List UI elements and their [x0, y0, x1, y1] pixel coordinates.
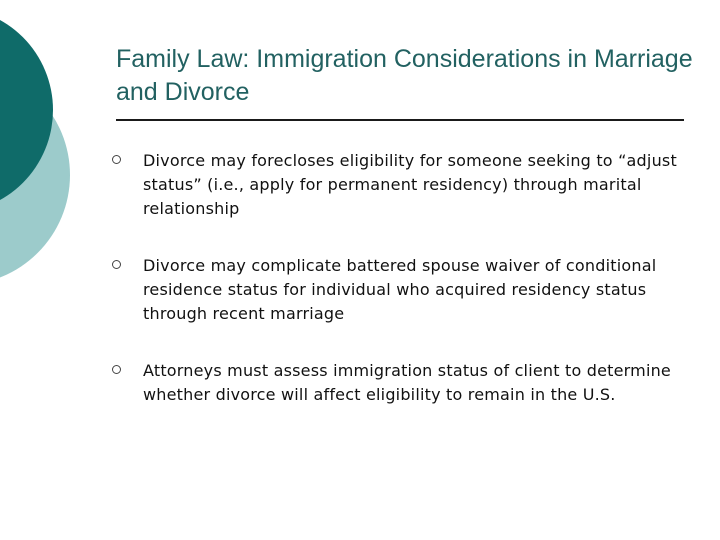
slide-title: Family Law: Immigration Considerations in Marriage and Divorce — [116, 45, 693, 106]
bullet-list — [112, 149, 692, 440]
bullet-item — [112, 359, 692, 407]
bullet-circle-icon — [112, 155, 121, 164]
bullet-text: Divorce may complicate battered spouse waiver of conditional residence status for individual who acquired residency status through recent marriage — [143, 256, 657, 323]
bullet-text: Divorce may forecloses eligibility for someone seeking to “adjust status” (i.e., apply for permanent residency) through marital relationship — [143, 151, 677, 218]
bullet-text: Attorneys must assess immigration status of client to determine whether divorce will affect eligibility to remain in the U.S. — [143, 361, 671, 404]
decorative-circles — [0, 0, 120, 300]
bullet-item — [112, 149, 692, 221]
bullet-circle-icon — [112, 365, 121, 374]
title-divider — [116, 119, 684, 121]
bullet-item — [112, 254, 692, 326]
bullet-circle-icon — [112, 260, 121, 269]
